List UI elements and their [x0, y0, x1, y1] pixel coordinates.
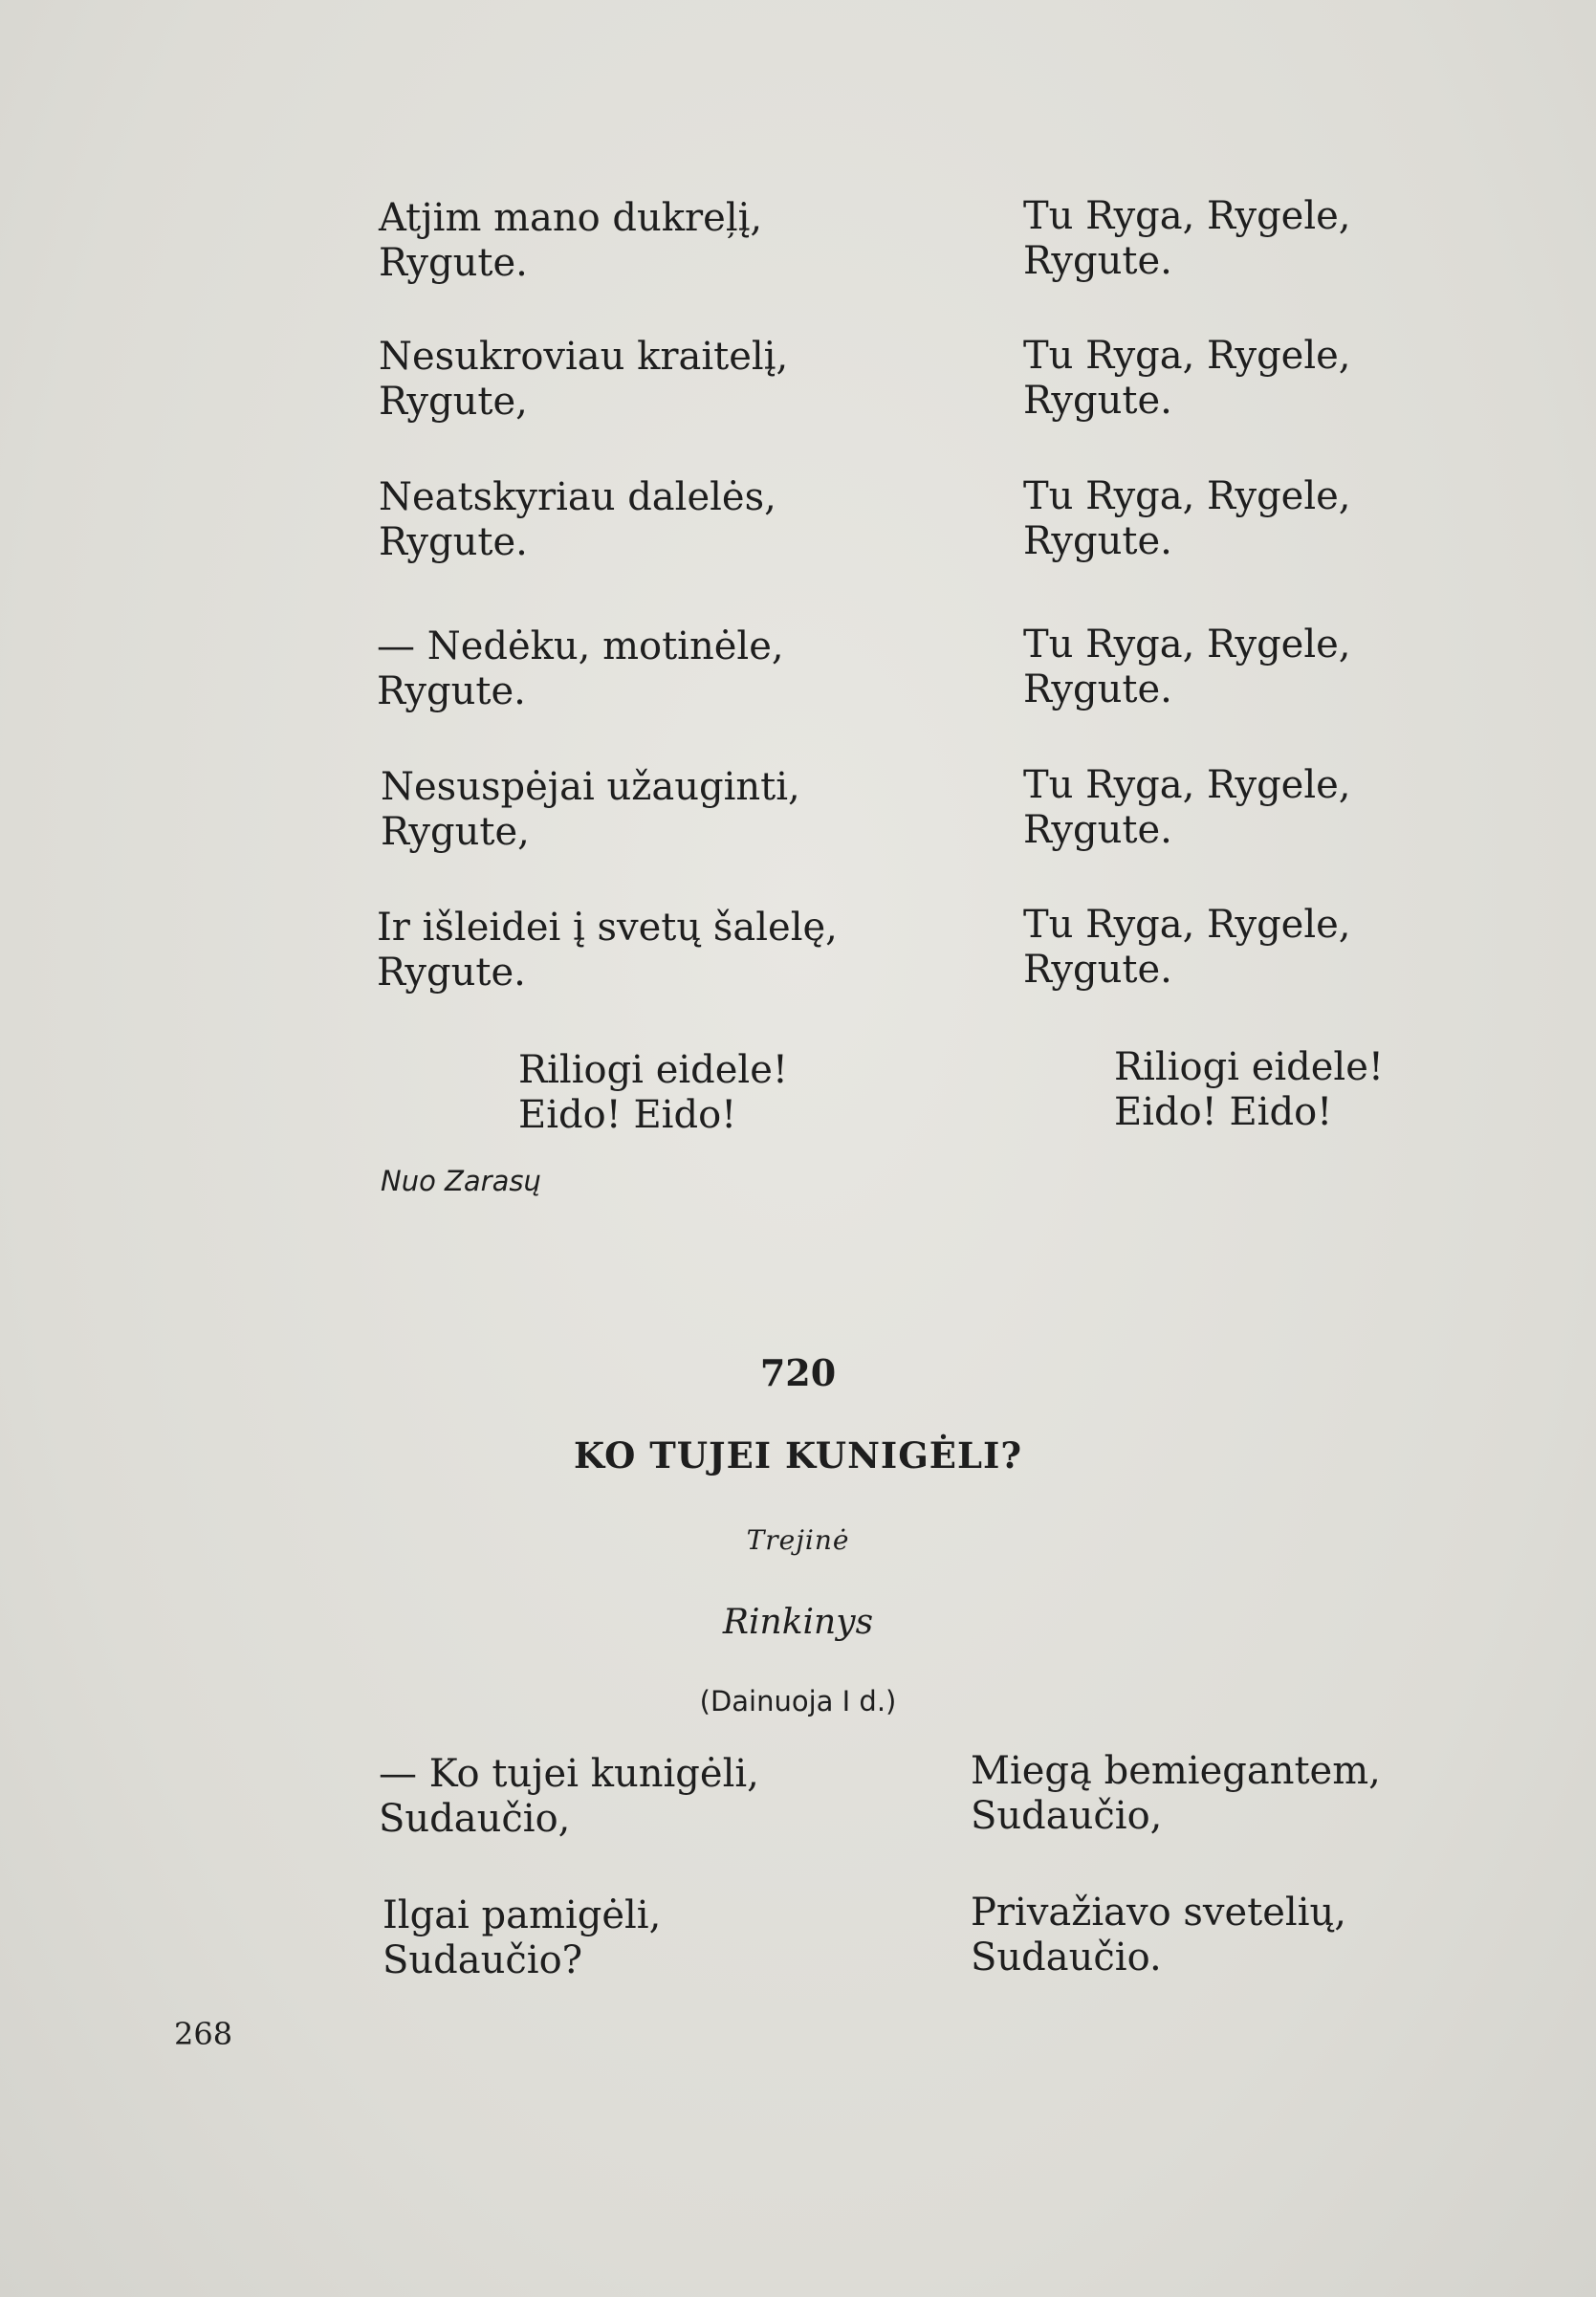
verse-line: Sudaučio,: [379, 1797, 571, 1841]
verse-line: Sudaučio?: [383, 1938, 583, 1982]
left-refrain: [518, 1048, 788, 1138]
song-number: 720: [759, 1351, 837, 1394]
verse-line: Eido! Eido!: [1114, 1090, 1333, 1134]
verse-line: Sudaučio.: [971, 1936, 1162, 1980]
verse-line: Rygute.: [377, 951, 526, 995]
verse-line: Ir išleidei į svetų šalelę,: [377, 906, 838, 950]
right-refrain: [1114, 1045, 1384, 1135]
verse-line: Rygute.: [1023, 519, 1172, 563]
verse-line: — Ko tujei kunigėli,: [379, 1752, 759, 1796]
collection-label: Rinkinys: [722, 1603, 874, 1642]
verse-line: Sudaučio,: [971, 1794, 1163, 1838]
verse-line: Tu Ryga, Rygele,: [1023, 903, 1351, 947]
verse-line: Riliogi eidele!: [518, 1048, 788, 1092]
verse-line: Rygute.: [1023, 808, 1172, 852]
performer-note: (Dainuoja I d.): [699, 1685, 897, 1717]
right-stanza-1: [1023, 194, 1351, 284]
verse-line: Rygute.: [1023, 667, 1172, 711]
left-stanza-5: [381, 765, 800, 855]
verse-line: Rygute.: [377, 669, 526, 713]
song-left-stanza-1: [379, 1752, 759, 1842]
right-stanza-4: [1023, 623, 1351, 712]
verse-line: Rygute,: [379, 380, 528, 424]
verse-line: — Nedėku, motinėle,: [377, 624, 784, 668]
verse-line: Tu Ryga, Rygele,: [1023, 334, 1351, 378]
verse-line: Ilgai pamigėli,: [383, 1893, 662, 1937]
verse-line: Rygute.: [379, 520, 528, 564]
verse-line: Tu Ryga, Rygele,: [1023, 763, 1351, 807]
verse-line: Tu Ryga, Rygele,: [1023, 474, 1351, 518]
verse-line: Nesuspėjai užauginti,: [381, 765, 800, 809]
verse-line: Rygute.: [1023, 379, 1172, 423]
left-stanza-4: [377, 624, 784, 714]
right-stanza-6: [1023, 903, 1351, 993]
song-title: KO TUJEI KUNIGĖLI?: [573, 1434, 1022, 1477]
verse-line: Rygute,: [381, 810, 530, 854]
left-stanza-2: [379, 335, 788, 425]
page-number: 268: [174, 2016, 233, 2052]
verse-line: Tu Ryga, Rygele,: [1023, 623, 1351, 667]
verse-line: Neatskyriau dalelės,: [379, 475, 776, 519]
verse-line: Rygute.: [1023, 948, 1172, 992]
right-stanza-5: [1023, 763, 1351, 853]
verse-line: Tu Ryga, Rygele,: [1023, 194, 1351, 238]
verse-line: Eido! Eido!: [518, 1093, 737, 1137]
verse-line: Miegą bemiegantem,: [971, 1749, 1381, 1793]
song-right-stanza-1: [971, 1749, 1381, 1839]
right-stanza-2: [1023, 334, 1351, 424]
left-stanza-1: [379, 196, 762, 286]
left-stanza-3: [379, 475, 776, 565]
song-left-stanza-2: [383, 1893, 661, 1983]
verse-line: Rygute.: [379, 241, 528, 285]
song-subtitle: Trejinė: [746, 1524, 850, 1556]
song-right-stanza-2: [971, 1891, 1346, 1980]
verse-line: Nesukroviau kraitelį,: [379, 335, 789, 379]
source-attribution: Nuo Zarasų: [381, 1165, 541, 1197]
verse-line: Riliogi eidele!: [1114, 1045, 1384, 1089]
verse-line: Atjim mano dukreļį,: [379, 196, 763, 240]
verse-line: Rygute.: [1023, 239, 1172, 283]
verse-line: Privažiavo svetelių,: [971, 1891, 1346, 1935]
left-stanza-6: [377, 906, 838, 995]
right-stanza-3: [1023, 474, 1351, 564]
